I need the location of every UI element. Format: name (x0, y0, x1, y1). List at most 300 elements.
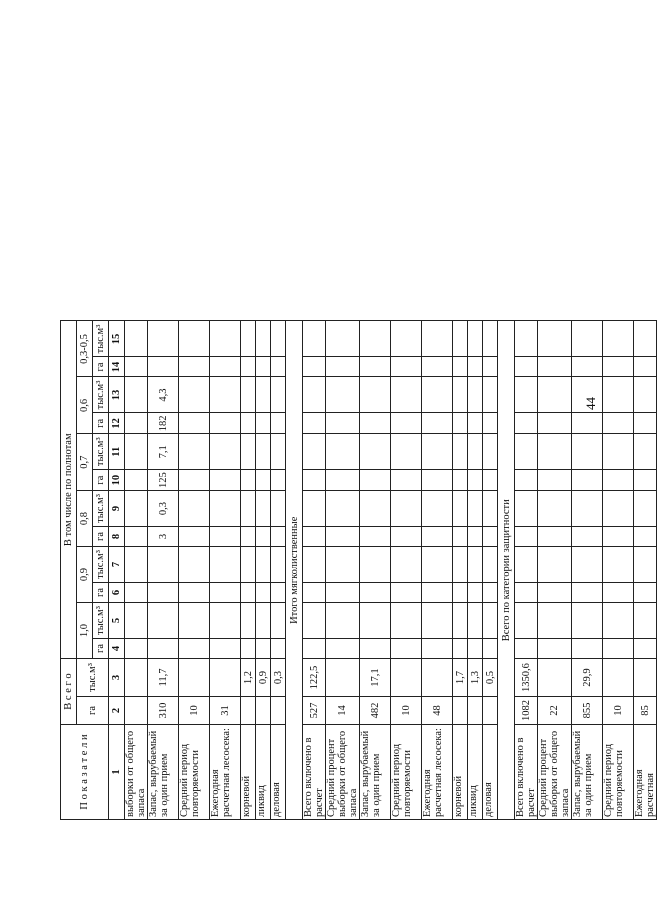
cell-value (125, 491, 148, 527)
cell-value: 10 (179, 697, 210, 725)
cell-value: 10 (391, 697, 422, 725)
cell-value (241, 697, 256, 725)
cell-value (271, 321, 286, 357)
cell-value (125, 377, 148, 413)
cell-value (603, 470, 634, 491)
cell-value (271, 697, 286, 725)
cell-value (538, 527, 572, 547)
total-header: В с е г о (61, 659, 77, 725)
cell-value (453, 321, 468, 357)
unit-vol: тыс.м³ (93, 603, 109, 639)
cell-value: 1,3 (468, 659, 483, 697)
cell-value: 0,3 (148, 491, 179, 527)
cell-value (603, 603, 634, 639)
cell-value (125, 470, 148, 491)
cell-value (303, 583, 326, 603)
cell-value: 122,5 (303, 659, 326, 697)
cell-value (468, 639, 483, 659)
cell-value (241, 377, 256, 413)
cell-value (256, 413, 271, 434)
cell-value (256, 697, 271, 725)
table-row (360, 321, 391, 820)
col-num: 8 (109, 527, 125, 547)
cell-value (256, 434, 271, 470)
cell-value (148, 321, 179, 357)
cell-value (634, 321, 657, 357)
cell-value (360, 491, 391, 527)
col-num: 11 (109, 434, 125, 470)
cell-value (603, 659, 634, 697)
cell-value: 855 (572, 697, 603, 725)
row-label: Ежегодная расчетная лесосека: (422, 725, 453, 820)
cell-value (326, 321, 360, 357)
cell-value (391, 583, 422, 603)
cell-value: 310 (148, 697, 179, 725)
cell-value (422, 547, 453, 583)
cell-value (515, 603, 538, 639)
cell-value (271, 527, 286, 547)
unit-ha: га (93, 470, 109, 491)
cell-value (453, 413, 468, 434)
cell-value (125, 659, 148, 697)
cell-value (603, 413, 634, 434)
cell-value (326, 357, 360, 377)
cell-value (179, 377, 210, 413)
density-0-6: 0,6 (77, 377, 93, 434)
cell-value (241, 321, 256, 357)
table-row (241, 321, 256, 820)
col-num: 15 (109, 321, 125, 357)
cell-value (148, 357, 179, 377)
cell-value (210, 527, 241, 547)
cell-value (483, 470, 498, 491)
cell-value (271, 357, 286, 377)
cell-value (210, 659, 241, 697)
cell-value (303, 413, 326, 434)
cell-value (256, 603, 271, 639)
table-row (179, 321, 210, 820)
cell-value (603, 547, 634, 583)
section-title-row (286, 321, 303, 820)
cell-value (148, 547, 179, 583)
cell-value (256, 547, 271, 583)
cell-value (634, 377, 657, 413)
cell-value (125, 527, 148, 547)
cell-value (179, 434, 210, 470)
unit-vol: тыс.м³ (93, 547, 109, 583)
cell-value (125, 697, 148, 725)
cell-value (179, 603, 210, 639)
cell-value (391, 470, 422, 491)
cell-value (179, 491, 210, 527)
cell-value (538, 603, 572, 639)
cell-value (256, 527, 271, 547)
cell-value (603, 321, 634, 357)
table-row (572, 321, 603, 820)
cell-value (603, 583, 634, 603)
cell-value (572, 321, 603, 357)
col-num: 10 (109, 470, 125, 491)
cell-value (422, 603, 453, 639)
cell-value: 0,5 (483, 659, 498, 697)
cell-value (303, 491, 326, 527)
cell-value (538, 491, 572, 527)
cell-value (634, 491, 657, 527)
header-row-1 (61, 321, 77, 820)
cell-value (271, 491, 286, 527)
row-label: Ежегодная расчетная (634, 725, 657, 820)
cell-value (468, 583, 483, 603)
cell-value (422, 527, 453, 547)
cell-value (391, 357, 422, 377)
cell-value (634, 639, 657, 659)
indicators-header: П о к а з а т е л и (61, 725, 109, 820)
cell-value (422, 434, 453, 470)
table-row (391, 321, 422, 820)
cell-value (256, 377, 271, 413)
cell-value (515, 583, 538, 603)
cell-value (326, 527, 360, 547)
cell-value (453, 697, 468, 725)
unit-ha: га (93, 583, 109, 603)
cell-value (148, 603, 179, 639)
table-row (271, 321, 286, 820)
cell-value (422, 321, 453, 357)
cell-value (210, 491, 241, 527)
cell-value (303, 377, 326, 413)
cell-value (515, 547, 538, 583)
table-row (422, 321, 453, 820)
cell-value (256, 583, 271, 603)
cell-value (453, 639, 468, 659)
cell-value: 22 (538, 697, 572, 725)
cell-value (422, 639, 453, 659)
table-row (515, 321, 538, 820)
cell-value (210, 321, 241, 357)
cell-value (515, 321, 538, 357)
cell-value (483, 377, 498, 413)
cell-value: 3 (148, 527, 179, 547)
section-title: Всего по категории защитности (498, 321, 515, 820)
cell-value (634, 470, 657, 491)
row-label: ликвид (256, 725, 271, 820)
row-label: Средний процент выборки от общего запаса (326, 725, 360, 820)
col-num: 6 (109, 583, 125, 603)
cell-value: 1,7 (453, 659, 468, 697)
cell-value (241, 603, 256, 639)
cell-value (468, 434, 483, 470)
cell-value: 17,1 (360, 659, 391, 697)
table-row (468, 321, 483, 820)
row-label: Ежегодная расчетная лесосека: (210, 725, 241, 820)
cell-value (241, 583, 256, 603)
col-num: 1 (109, 725, 125, 820)
density-1-0: 1,0 (77, 603, 93, 659)
by-density-header: В том числе по полнотам (61, 321, 77, 659)
table-row (538, 321, 572, 820)
cell-value (360, 470, 391, 491)
density-0-8: 0,8 (77, 491, 93, 547)
section-title-row (498, 321, 515, 820)
cell-value (453, 527, 468, 547)
cell-value (422, 413, 453, 434)
cell-value (326, 583, 360, 603)
cell-value (148, 583, 179, 603)
cell-value (360, 527, 391, 547)
cell-value (483, 583, 498, 603)
unit-vol: тыс.м³ (93, 434, 109, 470)
table-row (256, 321, 271, 820)
unit-ha: га (93, 357, 109, 377)
cell-value (603, 377, 634, 413)
cell-value (326, 603, 360, 639)
cell-value: 10 (603, 697, 634, 725)
cell-value (483, 547, 498, 583)
cell-value (453, 491, 468, 527)
cell-value (572, 357, 603, 377)
cell-value (453, 470, 468, 491)
cell-value (453, 583, 468, 603)
cell-value (271, 639, 286, 659)
cell-value (125, 603, 148, 639)
cell-value (391, 659, 422, 697)
cell-value: 14 (326, 697, 360, 725)
cell-value (634, 659, 657, 697)
cell-value (391, 491, 422, 527)
cell-value (515, 434, 538, 470)
section-title: Итого мягколиственные (286, 321, 303, 820)
row-label: деловая (483, 725, 498, 820)
cell-value (125, 434, 148, 470)
cell-value (453, 547, 468, 583)
table-row (634, 321, 657, 820)
cell-value (360, 603, 391, 639)
cell-value: 0,3 (271, 659, 286, 697)
table-row (210, 321, 241, 820)
cell-value (125, 583, 148, 603)
cell-value (326, 547, 360, 583)
density-0-9: 0,9 (77, 547, 93, 603)
cell-value: 0,9 (256, 659, 271, 697)
col-num: 2 (109, 697, 125, 725)
cell-value (468, 527, 483, 547)
density-0-3-0-5: 0,3-0,5 (77, 321, 93, 377)
cell-value (256, 321, 271, 357)
cell-value (538, 413, 572, 434)
cell-value (453, 357, 468, 377)
cell-value (271, 583, 286, 603)
cell-value (572, 547, 603, 583)
cell-value (256, 491, 271, 527)
cell-value (360, 357, 391, 377)
cell-value (538, 470, 572, 491)
cell-value: 1350,6 (515, 659, 538, 697)
cell-value (634, 413, 657, 434)
cell-value (256, 357, 271, 377)
cell-value (572, 491, 603, 527)
cell-value (391, 413, 422, 434)
row-label: Запас, вырубаемый за один прием (360, 725, 391, 820)
forest-table (60, 321, 657, 821)
row-label: Всего включено в расчет (303, 725, 326, 820)
cell-value (179, 583, 210, 603)
cell-value (210, 434, 241, 470)
cell-value (572, 470, 603, 491)
cell-value (256, 639, 271, 659)
table-body (61, 321, 657, 820)
cell-value (468, 697, 483, 725)
col-num: 13 (109, 377, 125, 413)
cell-value: 85 (634, 697, 657, 725)
cell-value (360, 583, 391, 603)
cell-value (634, 583, 657, 603)
cell-value (360, 434, 391, 470)
cell-value (210, 583, 241, 603)
cell-value (125, 639, 148, 659)
cell-value (515, 413, 538, 434)
table-row (148, 321, 179, 820)
cell-value: 125 (148, 470, 179, 491)
cell-value: 4,3 (148, 377, 179, 413)
cell-value (271, 377, 286, 413)
cell-value (303, 603, 326, 639)
cell-value (179, 321, 210, 357)
cell-value (572, 639, 603, 659)
cell-value (210, 603, 241, 639)
table-row (483, 321, 498, 820)
cell-value (603, 639, 634, 659)
row-label: корневой (241, 725, 256, 820)
cell-value (210, 413, 241, 434)
cell-value (326, 659, 360, 697)
col-num: 12 (109, 413, 125, 434)
cell-value (360, 413, 391, 434)
cell-value (572, 527, 603, 547)
cell-value (483, 357, 498, 377)
cell-value (483, 434, 498, 470)
cell-value (210, 639, 241, 659)
cell-value (179, 357, 210, 377)
cell-value (468, 547, 483, 583)
cell-value (125, 413, 148, 434)
cell-value (538, 377, 572, 413)
cell-value (391, 639, 422, 659)
cell-value (241, 491, 256, 527)
cell-value (538, 547, 572, 583)
cell-value (468, 470, 483, 491)
cell-value (391, 434, 422, 470)
cell-value (483, 413, 498, 434)
cell-value (483, 321, 498, 357)
cell-value (422, 377, 453, 413)
cell-value (360, 639, 391, 659)
cell-value (572, 583, 603, 603)
cell-value (271, 434, 286, 470)
cell-value (241, 527, 256, 547)
cell-value (303, 434, 326, 470)
unit-vol: тыс.м³ (93, 491, 109, 527)
table-row (326, 321, 360, 820)
cell-value (422, 491, 453, 527)
cell-value (634, 527, 657, 547)
cell-value (179, 659, 210, 697)
cell-value (326, 377, 360, 413)
cell-value (468, 377, 483, 413)
cell-value (483, 697, 498, 725)
cell-value (210, 470, 241, 491)
cell-value (271, 603, 286, 639)
cell-value (360, 321, 391, 357)
total-vol-header: тыс.м³ (77, 659, 109, 697)
cell-value (179, 527, 210, 547)
cell-value: 7,1 (148, 434, 179, 470)
table-row (603, 321, 634, 820)
cell-value (391, 527, 422, 547)
table-row (303, 321, 326, 820)
cell-value: 1,2 (241, 659, 256, 697)
cell-value (391, 603, 422, 639)
cell-value (483, 491, 498, 527)
cell-value (256, 470, 271, 491)
cell-value (572, 434, 603, 470)
cell-value (241, 434, 256, 470)
cell-value (125, 547, 148, 583)
col-num: 9 (109, 491, 125, 527)
cell-value (271, 470, 286, 491)
row-label: ликвид (468, 725, 483, 820)
cell-value (326, 470, 360, 491)
cell-value (303, 470, 326, 491)
unit-vol: тыс.м³ (93, 377, 109, 413)
cell-value (210, 377, 241, 413)
cell-value (634, 357, 657, 377)
col-num: 5 (109, 603, 125, 639)
cell-value (422, 659, 453, 697)
cell-value (572, 413, 603, 434)
cell-value (303, 547, 326, 583)
cell-value (241, 470, 256, 491)
cell-value (125, 357, 148, 377)
col-num: 14 (109, 357, 125, 377)
cell-value (538, 639, 572, 659)
cell-value (603, 491, 634, 527)
cell-value (241, 547, 256, 583)
cell-value (210, 547, 241, 583)
cell-value (326, 491, 360, 527)
cell-value (538, 321, 572, 357)
cell-value (326, 413, 360, 434)
table-row (453, 321, 468, 820)
cell-value: 48 (422, 697, 453, 725)
row-label: Запас, вырубаемый за один прием (148, 725, 179, 820)
cell-value (271, 413, 286, 434)
cell-value: 31 (210, 697, 241, 725)
row-label: деловая (271, 725, 286, 820)
cell-value: 29,9 (572, 659, 603, 697)
cell-value: 11,7 (148, 659, 179, 697)
cell-value (572, 603, 603, 639)
cell-value (538, 357, 572, 377)
cell-value (634, 547, 657, 583)
cell-value (241, 413, 256, 434)
col-num: 7 (109, 547, 125, 583)
cell-value (303, 321, 326, 357)
cell-value (303, 527, 326, 547)
cell-value: 182 (148, 413, 179, 434)
cell-value (125, 321, 148, 357)
cell-value (468, 321, 483, 357)
row-label: выборки от общего запаса (125, 725, 148, 820)
